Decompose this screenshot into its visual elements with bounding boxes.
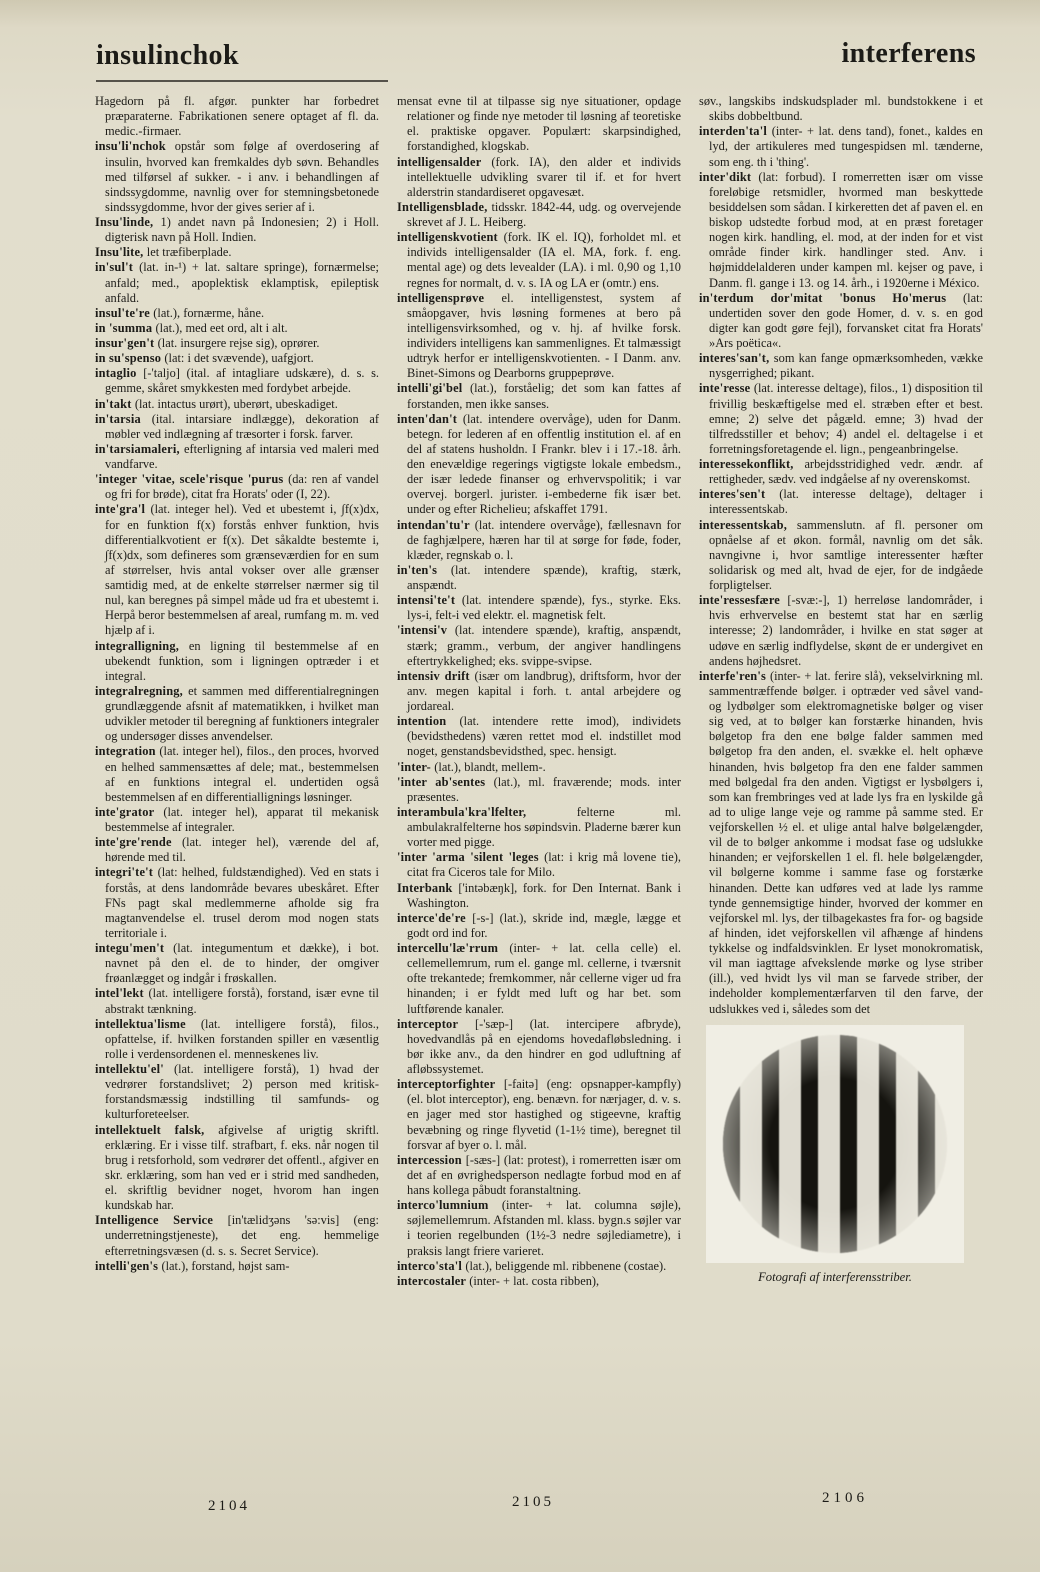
dictionary-entry: interden'ta'l (inter- + lat. dens tand), fonet., kaldes en lyd, der artikuleres med tungespidsen ml. tænderne, som eng. th i 'thing'. <box>699 124 983 169</box>
entry-headword: intention <box>397 714 460 729</box>
column-2 <box>397 94 681 1496</box>
dictionary-entry: interessekonflikt, arbejdsstridighed vedr. ændr. af rettigheder, sædv. ved indgåelse af ny overenskomst. <box>699 457 983 487</box>
entry-headword: intellektua'lisme <box>95 1016 201 1031</box>
dictionary-entry: interes'sen't (lat. interesse deltage), deltager i interessentskab. <box>699 487 983 517</box>
entry-headword: integralligning, <box>95 638 189 653</box>
page-number-right: 2106 <box>822 1490 868 1506</box>
entry-headword: insu'li'nchok <box>95 139 175 154</box>
dictionary-entry: in'tarsia (ital. intarsiare indlægge), dekoration af møbler ved indlægning af træsorter i forsk. farver. <box>95 411 379 441</box>
dictionary-entry: integralregning, et sammen med differentialregningen grundlæggende afsnit af matematikken, i hvilket man udvikler metoder til beregning af funktioners integraler og undersøger disses anvendelser. <box>95 683 379 744</box>
entry-headword: intellektu'el' <box>95 1062 174 1076</box>
entry-headword: intelli'gi'bel <box>397 381 470 396</box>
entry-headword: in'tarsia <box>95 411 152 426</box>
entry-headword: Interbank <box>397 880 459 895</box>
dictionary-entry: intelli'gi'bel (lat.), forståelig; det som kan fattes af forstanden, men ikke sanses. <box>397 381 681 411</box>
page-number-middle: 2105 <box>512 1494 554 1510</box>
entry-headword: inter'dikt <box>699 169 759 184</box>
dictionary-entry: intention (lat. intendere rette imod), individets (bevidsthedens) væren rettet mod el. indstillet mod noget, genstandsbevidsthed, spec. hensigt. <box>397 714 681 759</box>
entry-headword: 'inter- <box>397 759 435 774</box>
entry-headword: interceptorfighter <box>397 1077 504 1092</box>
dictionary-entry: integration (lat. integer hel), filos., den proces, hvorved en helhed sammensættes af dele; mat., bestemmelsen af en funktions integral el. undertiden også bestemmelsen af en differentiallignings løsninger. <box>95 744 379 804</box>
entry-headword: intelli'gen's <box>95 1258 162 1273</box>
entry-headword: integralregning, <box>95 683 189 698</box>
header-divider-rule <box>96 80 388 82</box>
dictionary-entry: intelligenskvotient (fork. IK el. IQ), forholdet ml. et individs intelligensalder (IA el. MA, fork. f. eng. mental age) og dets levealder (LA). i ml. 0,90 og 1,10 regnes for normalt, d. v. s. IA og LA er (omtr.) ens. <box>397 230 681 290</box>
dictionary-entry: intercession [-sæs-] (lat: protest), i romerretten især om det af en øvrighedsperson nedlagte forbud mod en af hans kollega påbudt foranstaltning. <box>397 1152 681 1197</box>
entry-headword: interceptor <box>397 1016 475 1031</box>
entry-headword: inte'grator <box>95 804 164 819</box>
dictionary-entry: inte'gra'l (lat. integer hel). Ved et ubestemt i, ∫f(x)dx, for en funktion f(x) forstås enhver funktion, hvis differentialkvotient er f(x). Det såkaldte bestemte i, ∫f(x)dx, som defineres som grænseværdien for en sum af størrelser, hvis antal vokser over alle grænser samtidig med, at de enkelte størrelser nærmer sig til nul, kan beregnes på simpel måde ud fra et ubestemt i. Herpå beror bestemmelsen af areal, rumfang m. m. ved hjælp af i. <box>95 502 379 638</box>
dictionary-entry: intaglio [-'taljo] (ital. af intagliare udskære), d. s. s. gemme, skåret smykkesten med fordybet arbejde. <box>95 366 379 396</box>
dictionary-entry: mensat evne til at tilpasse sig nye situationer, opdage relationer og finde nye metoder til løsning af teoretiske el. praktiske opgaver. Populært: skarpsindighed, forstandighed, klogskab. <box>397 94 681 154</box>
dictionary-entry: intensiv drift (især om landbrug), driftsform, hvor der anv. megen kapital i forh. t. antal arbejdere og jordareal. <box>397 668 681 713</box>
entry-headword: intelligensprøve <box>397 290 502 305</box>
entry-headword: insur'gen't <box>95 336 158 350</box>
interference-figure <box>699 1025 971 1285</box>
column-1 <box>95 94 379 1496</box>
dictionary-entry: inte'ressesfære [-svæ:-], 1) herreløse landområder, i hvis erhvervelse en bestemt stat har en særlig interesse; 2) landområder, i hvilke en stat søger at udøve en særlig indflydelse, skønt de er undergivet en andens højhedsret. <box>699 593 983 668</box>
dictionary-entry: Insu'linde, 1) andet navn på Indonesien; 2) i Holl. digterisk navn på Holl. Indien. <box>95 215 379 245</box>
dictionary-entry: intercostaler (inter- + lat. costa ribben), <box>397 1273 600 1288</box>
dictionary-entry: insur'gen't (lat. insurgere rejse sig), oprører. <box>95 336 320 350</box>
entry-headword: Insu'lite, <box>95 245 147 260</box>
dictionary-entry: insul'te're (lat.), fornærme, håne. <box>95 305 265 320</box>
dictionary-entry: integralligning, en ligning til bestemmelse af en ubekendt funktion, som i ligningen optræder i et integral. <box>95 638 379 683</box>
entry-headword: integri'te't <box>95 865 158 880</box>
dictionary-entry: intellektu'el' (lat. intelligere forstå), 1) hvad der vedrører forstandslivet; 2) person med kritisk-forstandsmæssig indstilling til samfunds- og kulturforeteelser. <box>95 1062 379 1122</box>
entry-headword: Insu'linde, <box>95 215 161 229</box>
entry-headword: inte'gra'l <box>95 502 151 517</box>
dictionary-entry: inte'resse (lat. interesse deltage), filos., 1) disposition til frivillig beskæftigelse med el. stræben efter et best. emne; 2) selve det pågæld. emne; 3) hvad der tilfredsstiller et behov; 4) andel el. deltagelse i et forretningsforetagende el. lign., pengeanbringelse. <box>699 381 983 456</box>
dictionary-entry: intellektua'lisme (lat. intelligere forstå), filos., opfattelse, if. hvilken forstanden spiller en væsentlig rolle i verdensordenen el. menneskenes liv. <box>95 1016 379 1061</box>
entry-headword: inten'dan't <box>397 411 463 426</box>
entry-headword: in'tarsiamaleri, <box>95 441 184 456</box>
dictionary-entry: 'intensi'v (lat. intendere spænde), kraftig, anspændt, stærk; gramm., verbum, der angiver handlingens eftertrykkelighed; eks. svippe-svipse. <box>397 623 681 668</box>
dictionary-entry: Interbank ['intəbæŋk], fork. for Den Internat. Bank i Washington. <box>397 880 681 910</box>
entry-headword: intercellu'læ'rrum <box>397 941 510 955</box>
entry-headword: intel'lekt <box>95 986 149 1001</box>
entry-headword: interfe'ren's <box>699 668 770 683</box>
entry-headword: intaglio <box>95 366 144 381</box>
entry-headword: 'inter 'arma 'silent 'leges <box>397 850 545 865</box>
dictionary-entry: interambula'kra'lfelter, felterne ml. ambulakralfelterne hos søpindsvin. Pladerne bærer kun vorter med pigge. <box>397 804 681 850</box>
dictionary-entry: in'terdum dor'mitat 'bonus Ho'merus (lat: undertiden sover den gode Homer, d. v. s. en god digter kan godt gøre fejl), forvansket citat fra Horats' »Ars poëtica«. <box>699 290 983 350</box>
dictionary-entry: 'inter 'arma 'silent 'leges (lat: i krig må lovene tie), citat fra Ciceros tale for Milo. <box>397 850 681 880</box>
dictionary-entry: inten'dan't (lat. intendere overvåge), uden for Danm. betegn. for lederen af en offentlig institution el. af en del af statens husholdn. I Frankr. blev i i 17.-18. årh. den enevældige regerings vigtigste lokale embedsm., der især ledede finanser og erhvervspolitik; i var overvej. borgerl. jurister. i-embederne fik især bet. under og efter Richelieu; afskaffet 1791. <box>397 411 681 517</box>
entry-headword: interco'lumnium <box>397 1198 502 1213</box>
entry-headword: interden'ta'l <box>699 124 772 139</box>
entry-headword: intelligenskvotient <box>397 230 504 245</box>
dictionary-entry: in'sul't (lat. in-¹) + lat. saltare springe), fornærmelse; anfald; med., apoplektisk eklamptisk, epileptisk anfald. <box>95 260 379 305</box>
dictionary-entry: Hagedorn på fl. afgør. punkter har forbedret præparaterne. Fabrikationen senere optaget af fl. da. medic.-firmaer. <box>95 94 379 139</box>
entry-headword: interessekonflikt, <box>699 457 805 471</box>
entry-headword: inte'resse <box>699 381 754 396</box>
text-columns <box>95 94 983 1496</box>
dictionary-entry: interes'san't, som kan fange opmærksomheden, vække nysgerrighed; pikant. <box>699 351 983 381</box>
dictionary-entry: 'inter ab'sentes (lat.), ml. fraværende; mods. inter præsentes. <box>397 774 681 804</box>
dictionary-entry: in'tarsiamaleri, efterligning af intarsia ved maleri med vandfarve. <box>95 441 379 471</box>
dictionary-entry: intel'lekt (lat. intelligere forstå), forstand, især evne til abstrakt tænkning. <box>95 986 379 1016</box>
dictionary-entry: interessentskab, sammenslutn. af fl. personer om opnåelse af et økon. formål, navnlig om det såk. navngivne i, hvor samtlige interessenter hæfter solidarisk og med alt, hvad de ejer, for de indgåede forpligtelser. <box>699 517 983 592</box>
dictionary-entry: Intelligensblade, tidsskr. 1842-44, udg. og overvejende skrevet af J. L. Heiberg. <box>397 199 681 229</box>
dictionary-entry: interceptor [-'sæp-] (lat. intercipere afbryde), hovedvandlås på en ejendoms hovedafløbsledning. i bør ikke anv., da den hindrer en god udluftning af afløbssystemet. <box>397 1016 681 1076</box>
figure-caption: Fotografi af interferensstriber. <box>758 1269 912 1284</box>
dictionary-entry: integri'te't (lat: helhed, fuldstændighed). Ved en stats i forstås, at dens landområde bevares ubeskåret. Efter FNs pagt skal medlemmerne afholde sig fra magtanvendelse el. trusel derom mod nogen stats territoriale i. <box>95 865 379 940</box>
entry-headword: intensi'te't <box>397 593 462 608</box>
dictionary-entry: 'inter- (lat.), blandt, mellem-. <box>397 759 546 774</box>
dictionary-entry: inte'gre'rende (lat. integer hel), værende del af, hørende med til. <box>95 835 379 865</box>
entry-headword: intellektuelt falsk, <box>95 1122 219 1137</box>
dictionary-entry: in'ten's (lat. intendere spænde), kraftig, stærk, anspændt. <box>397 562 681 592</box>
entry-headword: integu'men't <box>95 941 174 955</box>
interference-stripes-photo <box>706 1025 964 1263</box>
entry-headword: interce'de're <box>397 910 473 925</box>
entry-headword: interes'san't, <box>699 351 774 366</box>
entry-headword: interco'sta'l <box>397 1258 466 1273</box>
entry-headword: Intelligence Service <box>95 1213 228 1228</box>
dictionary-entry: søv., langskibs indskudsplader ml. bundstokkene i et skibs dobbeltbund. <box>699 94 983 124</box>
entry-headword: integration <box>95 744 160 759</box>
dictionary-entry: intercellu'læ'rrum (inter- + lat. cella celle) el. cellemellemrum, rum el. gange ml. cellerne, i tværsnit ofte trekantede; fremkommer, når cellerne viger ud fra hinanden; i er fyldt med luft og har bet. som luftførende kanaler. <box>397 941 681 1016</box>
dictionary-entry: in 'summa (lat.), med eet ord, alt i alt. <box>95 320 288 335</box>
dictionary-entry: intellektuelt falsk, afgivelse af urigtig skriftl. erklæring. Er i visse tilf. strafbart, f. eks. når nogen til brug i retsforhold, som vedrører det offentl., afgiver en skr. erklæring, som han ved er i strid med sandheden, el. skriftlig bevidner noget, hvorom han ingen kundskab har. <box>95 1122 379 1213</box>
dictionary-entry: intendan'tu'r (lat. intendere overvåge), fællesnavn for de faghjælpere, hæren har til at sørge for føde, foder, klæder, regnskab o. l. <box>397 517 681 562</box>
entry-headword: 'integer 'vitae, scele'risque 'purus <box>95 472 289 487</box>
entry-headword: inte'gre'rende <box>95 835 183 850</box>
dictionary-entry: in'takt (lat. intactus urørt), uberørt, ubeskadiget. <box>95 396 338 411</box>
dictionary-entry: in su'spenso (lat: i det svævende), uafgjort. <box>95 351 314 366</box>
entry-headword: intelligensalder <box>397 154 492 169</box>
dictionary-entry: interce'de're [-s-] (lat.), skride ind, mægle, lægge et godt ord ind for. <box>397 910 681 940</box>
dictionary-entry: interfe'ren's (inter- + lat. ferire slå), vekselvirkning ml. sammentræffende bølger. i optræder ved såvel vand- og lydbølger som elektromagnetiske bølger og viser sig ved, at to bølger kan forstærke hinanden, hvis bølgetop fra den ene bølge falder sammen med bølgetop fra den anden, el. svække el. helt ophæve hinanden, hvis bølgetop fra den ene falder sammen med bølgedal fra den anden. Vigtigst er lysbølgers i, som kan frembringes ved at lade lys fra en lyskilde gå ad to ulige lange veje og ramme på samme sted. Er vejforskellen ½ el. et ulige antal halve bølgelængder, vil de to bølger ankomme i modsat fase og udslukke hinanden; er vejforskellen 1 el. fl. hele bølgelængder, vil bølgerne komme i samme fase og forstærke hinanden. Dette kan udføres ved at lade lys ramme tynde gennemsigtige hinder, hvorved der kommer en vejforskel ml. lys, der tilbagekastes fra for- og bagside af hinden, idet vejforskellen vil afhænge af hindens tykkelse og indfaldsvinklen. Er lyset monokromatisk, vil man iagttage afvekslende mørke og lyse striber (ill.), ved hvidt lys vil man se farvede striber, der indeholder komplementærfarven til den farve, der udslukkes ved i, således som det <box>699 668 983 1016</box>
dictionary-entry: Insu'lite, let træfiberplade. <box>95 245 232 260</box>
entry-headword: interes'sen't <box>699 487 780 502</box>
dictionary-entry: integu'men't (lat. integumentum et dække), i bot. navnet på den el. de to hinder, der omgiver frøanlægget og indgår i frøskallen. <box>95 941 379 986</box>
dictionary-entry: inte'grator (lat. integer hel), apparat til mekanisk bestemmelse af integraler. <box>95 804 379 834</box>
dictionary-entry: Intelligence Service [in'tælidʒəns 'sə:vis] (eng: underretningstjeneste), det eng. hemmelige efterretningsvæsen (d. s. s. Secret Service). <box>95 1213 379 1258</box>
entry-headword: intensiv drift <box>397 668 475 683</box>
dictionary-entry: intelli'gen's (lat.), forstand, højst sam- <box>95 1258 290 1273</box>
column-3 <box>699 94 983 1496</box>
dictionary-entry: insu'li'nchok opstår som følge af overdosering af insulin, hvorved kan fremkaldes dyb søvn. Behandles med tilførsel af sukker. - i anv. i behandlingen af sindssygdomme, navnlig over for stemningsbetonede sindssygdomme, hvor der gives serier af i. <box>95 139 379 214</box>
entry-headword: intendan'tu'r <box>397 517 475 532</box>
page-header-right-keyword: interferens <box>841 38 976 69</box>
entry-headword: in'terdum dor'mitat 'bonus Ho'merus <box>699 290 964 305</box>
dictionary-entry: interco'sta'l (lat.), beliggende ml. ribbenene (costae). <box>397 1258 667 1273</box>
dictionary-entry: intelligensalder (fork. IA), den alder et individs intellektuelle udvikling svarer til if. et for hvert alderstrin standardiseret opgavesæt. <box>397 154 681 199</box>
entry-headword: Intelligensblade, <box>397 199 492 214</box>
page-header-left-keyword: insulinchok <box>96 40 239 71</box>
entry-headword: interessentskab, <box>699 517 797 532</box>
entry-headword: 'inter ab'sentes <box>397 774 494 789</box>
entry-headword: in 'summa <box>95 320 156 335</box>
entry-headword: insul'te're <box>95 305 154 320</box>
dictionary-entry: interco'lumnium (inter- + lat. columna søjle), søjlemellemrum. Afstanden ml. klass. bygn.s søjler var i teorien regelbunden (1½-3 nedre søjlediametre), i praksis langt friere varieret. <box>397 1198 681 1258</box>
stripe-pattern <box>723 1035 947 1253</box>
entry-headword: in su'spenso <box>95 351 165 366</box>
dictionary-entry: inter'dikt (lat: forbud). I romerretten især om visse foreløbige retsmidler, hvormed man beskyttede besiddelsen som sådan. I kirkeretten det af paven el. en biskop udstedte forbud mod, at en præst foretager nogen kirk. handling, el. mod, at der inden for et vist område finder kirk. handlinger sted. Anv. i højmiddelalderen under kampen ml. kejser og pave, i Danm. fl. gange i 13. og 14. årh., i 1920erne i México. <box>699 169 983 290</box>
entry-headword: inte'ressesfære <box>699 593 788 608</box>
entry-headword: in'ten's <box>397 562 451 577</box>
dictionary-entry: interceptorfighter [-faitə] (eng: opsnapper-kampfly) (el. blot interceptor), eng. benævn. for nærjager, d. v. s. en jager med stor hastighed og stigeevne, kraftig bevæbning og ringe flyvetid (1-1½ time), beregnet til forsvar af byer o. l. mål. <box>397 1077 681 1152</box>
entry-headword: in'takt <box>95 396 135 411</box>
dictionary-entry: intelligensprøve el. intelligenstest, system af småopgaver, hvis løsning formenes at bero på intelligensvirksomhed, og v. hj. af hvilke forsk. individers intelligens kan sammenlignes. Et talmæssigt udtryk herfor er intelligenskvotienten. - I Danm. anv. Binet-Simons og Dearborns gruppeprøve. <box>397 290 681 381</box>
entry-headword: intercostaler <box>397 1273 470 1288</box>
entry-headword: 'intensi'v <box>397 623 455 638</box>
entry-headword: in'sul't <box>95 260 140 275</box>
entry-headword: interambula'kra'lfelter, <box>397 804 577 819</box>
entry-headword: intercession <box>397 1152 466 1167</box>
dictionary-entry: intensi'te't (lat. intendere spænde), fys., styrke. Eks. lys-i, felt-i ved elektr. el. magnetisk felt. <box>397 593 681 623</box>
dictionary-entry: 'integer 'vitae, scele'risque 'purus (da: ren af vandel og fri for brøde), citat fra Horats' oder (I, 22). <box>95 472 379 502</box>
page-number-left: 2104 <box>208 1498 250 1514</box>
